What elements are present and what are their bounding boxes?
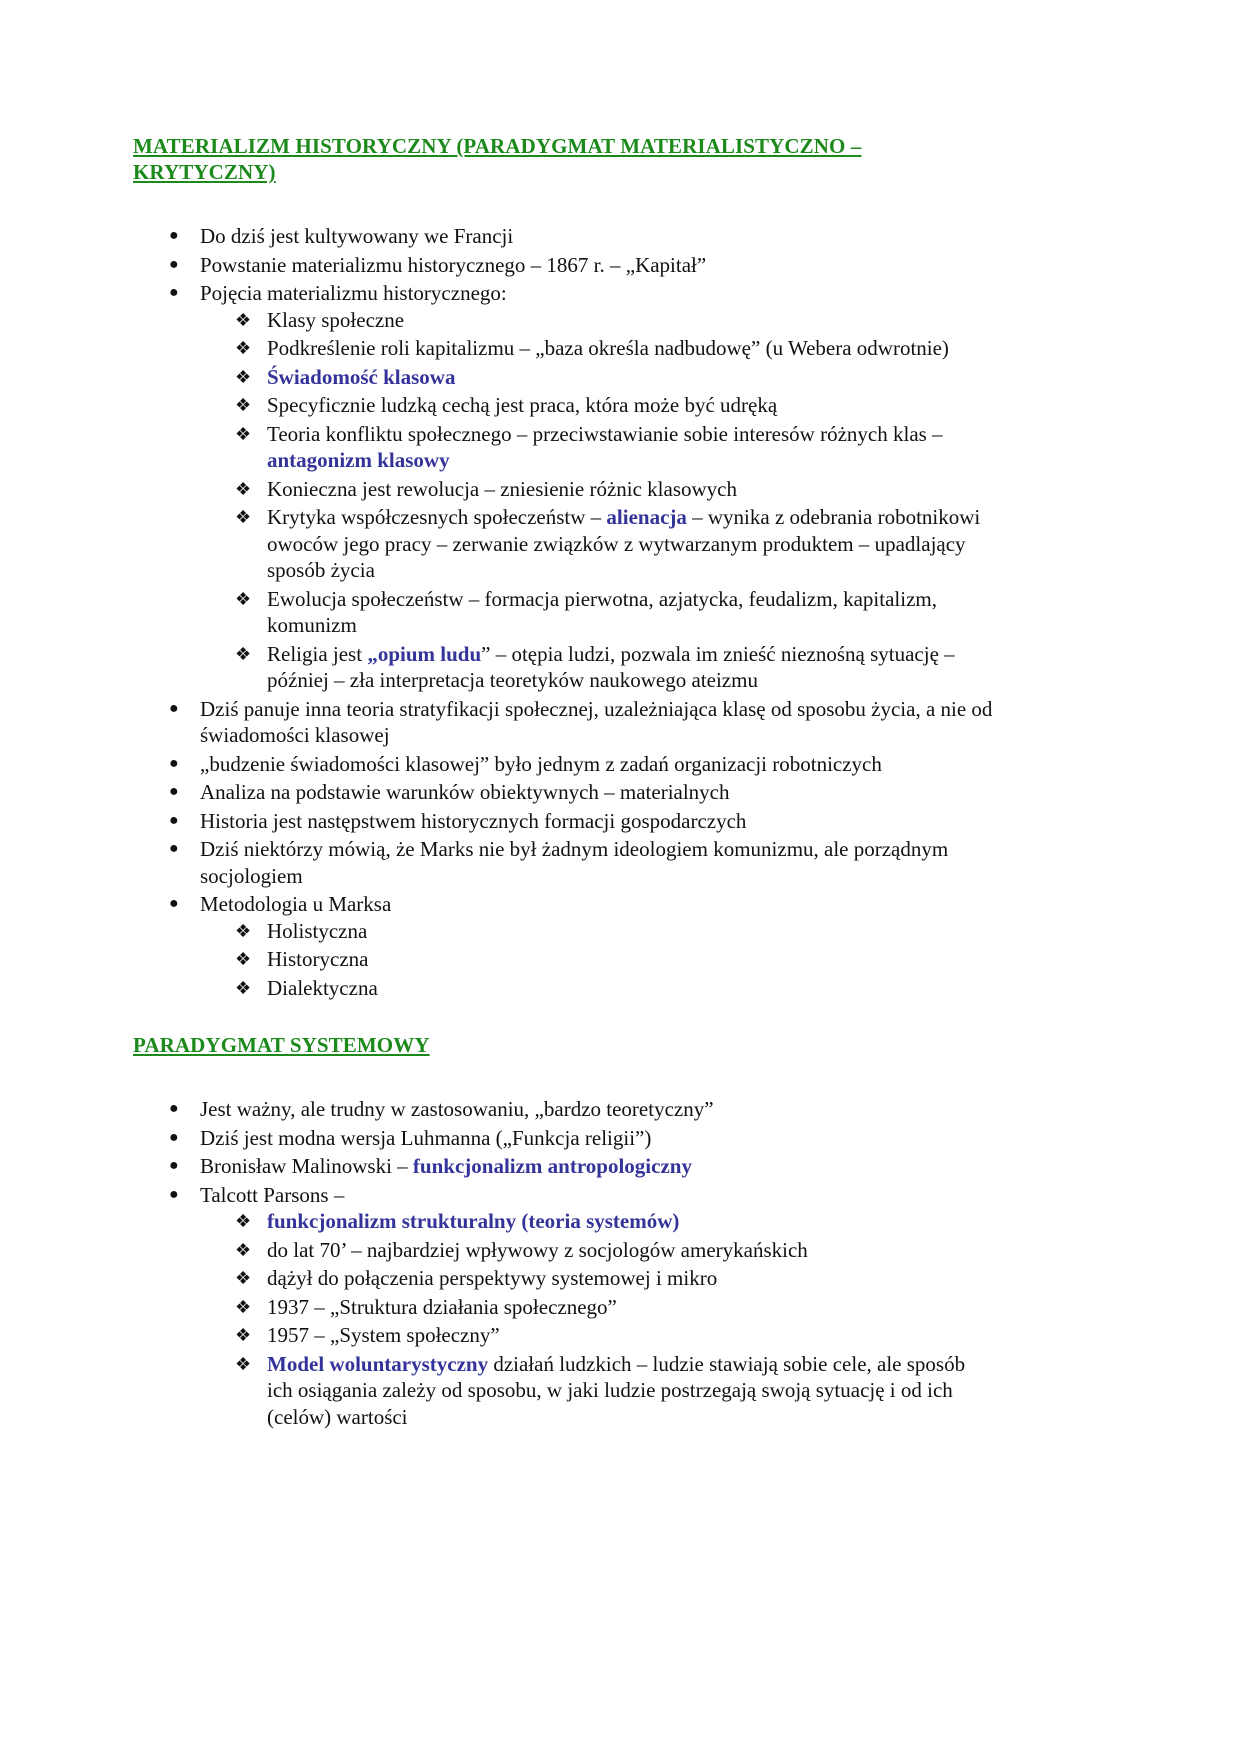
item-text: Holistyczna [267,918,368,943]
bullet-dot-icon: ● [169,699,179,717]
sub-list-item [200,1351,993,1431]
list-item [133,808,993,835]
list-item [133,696,993,749]
bullet-dot-icon: ● [169,783,179,800]
list-item [133,891,993,1001]
sub-list-item [200,476,993,503]
sub-list-item [200,504,993,584]
diamond-bullet-icon: ❖ [235,366,252,387]
bullet-dot-icon: ● [169,1100,179,1117]
item-text: Dziś panuje inna teoria stratyfikacji społecznej, uzależniająca klasę od sposobu życia, a nie od świadomości klasowej [200,696,993,747]
bullet-dot-icon: ● [169,1185,179,1203]
sub-list-item [200,1265,993,1292]
sub-list-item [200,975,993,1002]
item-text: do lat 70’ – najbardziej wpływowy z socjologów amerykańskich [267,1237,808,1262]
item-text: ” – otępia ludzi, pozwala im znieść nieznośną sytuację – później – zła interpretacja teoretyków naukowego ateizmu [267,641,955,692]
sub-list-item [200,1208,993,1235]
sub-list-item [200,421,993,474]
item-text: Krytyka współczesnych społeczeństw – [267,505,607,529]
item-text: Bronisław Malinowski – [200,1154,413,1178]
list-item [133,223,993,250]
list-item [133,836,993,889]
bullet-list [133,223,993,1001]
item-text: Historyczna [267,947,369,971]
highlighted-term: antagonizm klasowy [267,448,450,472]
item-text: Dziś jest modna wersja Luhmanna („Funkcja religii”) [200,1125,652,1150]
diamond-bullet-icon: ❖ [235,338,252,358]
diamond-bullet-icon: ❖ [235,1211,252,1231]
section-heading: PARADYGMAT SYSTEMOWY [133,1033,430,1057]
item-text: Do dziś jest kultywowany we Francji [200,224,514,248]
sub-list-item [200,335,993,362]
bullet-dot-icon: ● [169,1128,179,1146]
bullet-dot-icon: ● [169,284,179,301]
list-item [133,1096,993,1123]
bullet-list [133,1096,993,1430]
item-text: Talcott Parsons – [200,1182,345,1207]
list-item [133,751,993,778]
sub-list-item [200,392,993,419]
diamond-bullet-icon: ❖ [235,588,252,609]
highlighted-term: alienacja [606,505,687,529]
highlighted-term: funkcjonalizm strukturalny (teoria systemów) [267,1209,680,1233]
diamond-bullet-icon: ❖ [235,478,252,499]
item-text: Podkreślenie roli kapitalizmu – „baza określa nadbudowę” (u Webera odwrotnie) [267,336,949,360]
document-page [133,133,993,1432]
item-text: Specyficznie ludzką cechą jest praca, która może być udręką [267,393,778,417]
item-text: Teoria konfliktu społecznego – przeciwstawianie sobie interesów różnych klas – [267,421,943,446]
item-text: Metodologia u Marksa [200,892,392,916]
item-text: 1957 – „System społeczny” [267,1323,500,1347]
list-item [133,1182,993,1431]
sub-list-item [200,1322,993,1349]
item-text: działań ludzkich – ludzie stawiają sobie cele, ale sposób ich osiągania zależy od sposobu, w jaki ludzie postrzegają swoją sytuację i od ich (celów) wartości [267,1351,966,1429]
highlighted-term: funkcjonalizm antropologiczny [412,1154,692,1178]
diamond-bullet-icon: ❖ [235,1353,252,1374]
diamond-bullet-icon: ❖ [235,1325,252,1345]
item-text: Pojęcia materializmu historycznego: [200,281,507,305]
item-text: 1937 – „Struktura działania społecznego” [267,1294,617,1319]
sub-bullet-list [133,918,993,1002]
bullet-dot-icon: ● [169,754,179,772]
bullet-dot-icon: ● [169,255,179,273]
diamond-bullet-icon: ❖ [235,643,252,664]
item-text: Powstanie materializmu historycznego – 1867 r. – „Kapitał” [200,252,707,277]
item-text: Analiza na podstawie warunków obiektywnych – materialnych [200,780,730,804]
highlighted-term: „opium ludu [367,641,482,666]
diamond-bullet-icon: ❖ [235,920,252,941]
item-text: Dziś niektórzy mówią, że Marks nie był żadnym ideologiem komunizmu, ale porządnym socjologiem [200,837,949,888]
bullet-dot-icon: ● [169,811,179,829]
item-text: „budzenie świadomości klasowej” było jednym z zadań organizacji robotniczych [200,751,882,776]
diamond-bullet-icon: ❖ [235,1268,252,1288]
item-text: Klasy społeczne [267,307,405,332]
highlighted-term: Świadomość klasowa [267,364,456,389]
sub-bullet-list [133,307,993,694]
sub-list-item [200,364,993,391]
highlighted-term: Model woluntarystyczny [267,1351,489,1376]
diamond-bullet-icon: ❖ [235,1296,252,1317]
sub-list-item [200,946,993,973]
sub-list-item [200,641,993,694]
item-text: dążył do połączenia perspektywy systemowej i mikro [267,1266,718,1290]
diamond-bullet-icon: ❖ [235,309,252,330]
list-item [133,1153,993,1180]
sub-list-item [200,1237,993,1264]
sub-list-item [200,307,993,334]
item-text: – wynika z odebrania robotnikowi owoców jego pracy – zerwanie związków z wytwarzanym produktem – upadlający sposób życia [267,505,981,582]
list-item [133,252,993,279]
sub-bullet-list [133,1208,993,1430]
diamond-bullet-icon: ❖ [235,1239,252,1260]
list-item [133,280,993,694]
sub-list-item [200,586,993,639]
diamond-bullet-icon: ❖ [235,507,252,527]
item-text: Historia jest następstwem historycznych formacji gospodarczych [200,808,747,833]
item-text: Jest ważny, ale trudny w zastosowaniu, „bardzo teoretyczny” [200,1097,714,1121]
section-heading: MATERIALIZM HISTORYCZNY (PARADYGMAT MATERIALISTYCZNO – KRYTYCZNY) [133,134,862,184]
list-item [133,779,993,806]
bullet-dot-icon: ● [169,840,179,857]
diamond-bullet-icon: ❖ [235,949,252,969]
item-text: Dialektyczna [267,975,378,1000]
bullet-dot-icon: ● [169,1157,179,1174]
bullet-dot-icon: ● [169,895,179,912]
diamond-bullet-icon: ❖ [235,977,252,998]
sub-list-item [200,918,993,945]
diamond-bullet-icon: ❖ [235,423,252,444]
bullet-dot-icon: ● [169,227,179,244]
diamond-bullet-icon: ❖ [235,395,252,415]
sub-list-item [200,1294,993,1321]
item-text: Ewolucja społeczeństw – formacja pierwotna, azjatycka, feudalizm, kapitalizm, komunizm [267,586,937,637]
item-text: Konieczna jest rewolucja – zniesienie różnic klasowych [267,476,737,501]
list-item [133,1125,993,1152]
item-text: Religia jest [267,641,368,666]
